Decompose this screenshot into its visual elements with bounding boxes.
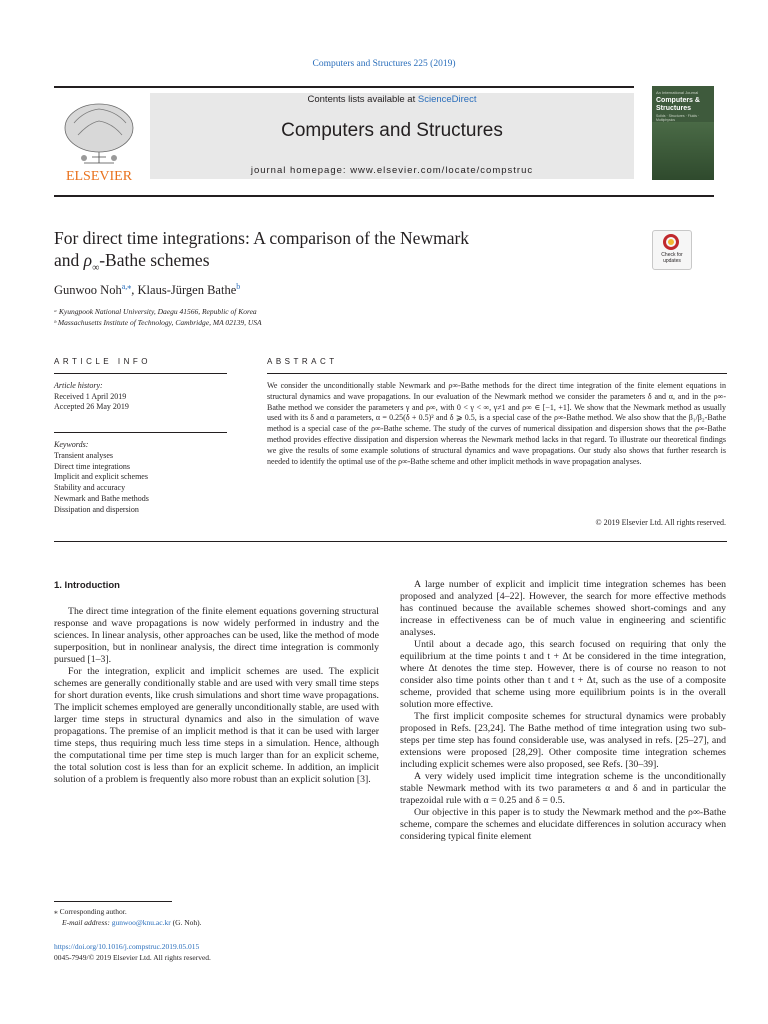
email-suffix: (G. Noh).	[170, 918, 202, 927]
top-rule	[54, 86, 634, 88]
elsevier-logo	[54, 93, 144, 183]
check-for-updates-badge[interactable]	[652, 230, 692, 270]
keyword: Dissipation and dispersion	[54, 504, 139, 514]
cover-image	[652, 122, 714, 180]
body-paragraph: For the integration, explicit and implicit schemes are used. The explicit schemes are generally conditionally stable and are used with very small time steps for short duration events, like crush simulations and short time wave propagations. The implicit schemes employed are generally unconditionally stable, are used with larger time steps in structural dynamics and also in the simulation of wave propagations. The premise of an implicit method is that it can be used with larger time steps, thus requiring much less time steps in a simulation. Hence, although the computational time per time step is much larger than for an explicit scheme, the total solution cost is less than for an explicit scheme. In addition, an implicit solution of a problem is frequently also more robust than an explicit solution [3].	[54, 666, 379, 785]
title-rho: ρ	[83, 250, 93, 270]
abstract-rule	[267, 373, 727, 374]
doi-block	[54, 941, 211, 963]
body-paragraph: A large number of explicit and implicit time integration schemes has been proposed and analyzed [4–22]. However, the search for more effective methods has continued because the available schemes showed short-comings and any increase in effectiveness can be of much value in engineering and scientific analyses.	[400, 579, 726, 638]
affiliation-b: ᵇ Massachusetts Institute of Technology, Cambridge, MA 02139, USA	[54, 318, 262, 327]
email-label: E-mail address:	[62, 918, 112, 927]
abstract-copyright: © 2019 Elsevier Ltd. All rights reserved.	[595, 518, 726, 527]
journal-name: Computers and Structures	[281, 120, 503, 141]
affiliation-a: ᵃ Kyungpook National University, Daegu 41566, Republic of Korea	[54, 307, 257, 316]
abstract-bottom-rule	[54, 541, 727, 542]
email-line	[54, 917, 202, 928]
keyword: Direct time integrations	[54, 461, 130, 471]
body-column-right	[400, 579, 726, 843]
keywords	[54, 440, 149, 516]
author-separator: ,	[131, 283, 138, 298]
cover-title: Computers & Structures	[656, 97, 700, 112]
journal-reference[interactable]: Computers and Structures 225 (2019)	[312, 59, 456, 69]
keyword: Transient analyses	[54, 450, 114, 460]
article-info-heading: ARTICLE INFO	[54, 357, 151, 366]
cover-small-line: An International Journal	[656, 90, 699, 95]
keywords-rule	[54, 432, 227, 433]
footnote-rule	[54, 901, 172, 902]
journal-homepage	[150, 165, 634, 176]
footnote	[54, 906, 202, 928]
received-date: Received 1 April 2019	[54, 391, 127, 401]
title-pre: and	[54, 250, 84, 270]
body-paragraph: Until about a decade ago, this search focused on requiring that only the equilibrium at the time points t and t + Δt be considered in the time integration, where Δt denotes the time step. However, there is of course no reason to not consider also time points other than t and t + Δt, such as the use of a composite scheme, provided that scheme using more equilibrium points is in the overall solution more effective.	[400, 639, 726, 710]
affiliations	[54, 306, 262, 328]
section-heading-introduction: 1. Introduction	[54, 580, 120, 591]
author-list	[54, 282, 240, 298]
keywords-label: Keywords:	[54, 440, 89, 449]
keyword: Implicit and explicit schemes	[54, 472, 148, 482]
header-rule	[54, 195, 714, 197]
body-paragraph: The first implicit composite schemes for structural dynamics were probably proposed in Refs. [23,24]. The Bathe method of time integration using two sub-steps per time step has found considerable use, was analysed in refs. [25–27], and extensions were proposed [28,29]. Other composite time integration schemes including explicit schemes were also proposed, see Refs. [30–39].	[400, 711, 726, 770]
corresponding-author-note: ⁎ Corresponding author.	[54, 907, 127, 916]
journal-cover[interactable]	[652, 86, 714, 180]
keyword: Stability and accuracy	[54, 483, 126, 493]
abstract-text: We consider the unconditionally stable Newmark and ρ∞-Bathe methods for the direct time integration of the finite element equations in structural dynamics and wave propagations. In our evaluation of the Newmark method we consider the parameters δ and α, and in the ρ∞-Bathe method we consider the parameters γ and ρ∞, with 0 < γ < ∞, γ≠1 and ρ∞ ∈ [−1, +1]. We show that the Newmark method as usually used with its δ and α parameters, α = 0.25(δ + 0.5)² and δ ⩾ 0.5, is a special case of the ρ∞-Bathe method. We also show that the β₁/β₂-Bathe method is a special case of the ρ∞-Bathe scheme. The study of the curves of numerical dissipation and dispersion shows that the ρ∞-Bathe method provides effective dissipation and dispersion whereas the Newmark method lacks in that regard. To illustrate our theoretical findings we give the results of some example solutions of structural dynamics and wave propagations. Our study also shows that further research is needed to identify the optimal use of the ρ∞-Bathe scheme and other implicit methods in wave propagation analyses.	[267, 381, 726, 466]
title-line-1: For direct time integrations: A comparison of the Newmark	[54, 228, 470, 248]
article-history	[54, 381, 129, 413]
author-bathe-affil[interactable]: b	[236, 282, 241, 291]
body-paragraph: Our objective in this paper is to study the Newmark method and the ρ∞-Bathe scheme, compare the schemes and elucidate differences in solution accuracy when considering typical finite element	[400, 807, 726, 842]
contents-line	[150, 94, 634, 105]
title-post: -Bathe schemes	[99, 250, 210, 270]
issn-line: 0045-7949/© 2019 Elsevier Ltd. All rights reserved.	[54, 953, 211, 962]
title-line-2	[54, 249, 574, 280]
homepage-url[interactable]: www.elsevier.com/locate/compstruc	[350, 165, 534, 176]
author-noh: Gunwoo Noh	[54, 283, 122, 298]
crossmark-label: Check for updates	[661, 252, 683, 264]
author-noh-affil[interactable]: a,⁎	[121, 282, 132, 291]
elsevier-tree-icon	[54, 93, 144, 183]
cover-subtitle: Solids · Structures · Fluids · Multiphysics	[656, 114, 700, 122]
abstract-heading: ABSTRACT	[267, 357, 338, 366]
keyword: Newmark and Bathe methods	[54, 493, 149, 503]
email-link[interactable]: gunwoo@knu.ac.kr	[111, 918, 171, 927]
body-column-left	[54, 606, 379, 786]
body-paragraph: A very widely used implicit time integration scheme is the unconditionally stable Newmark method with its two parameters α and δ and in particular the trapezoidal rule with α = 0.25 and δ = 0.5.	[400, 771, 726, 806]
author-bathe: Klaus-Jürgen Bathe	[137, 283, 237, 298]
doi-link[interactable]: https://doi.org/10.1016/j.compstruc.2019.05.015	[54, 942, 200, 951]
accepted-date: Accepted 26 May 2019	[54, 402, 129, 411]
crossmark-dot-icon	[668, 239, 674, 245]
sciencedirect-link[interactable]: ScienceDirect	[417, 94, 477, 105]
title-rho-sub: ∞	[92, 262, 100, 274]
contents-prefix: Contents lists available at	[307, 94, 418, 105]
body-paragraph: The direct time integration of the finite element equations governing structural response and wave propagations is now widely performed in industry and the sciences. In linear analysis, other approaches can be used, like the method of mode superposition, but in nonlinear analysis, the direct time integration is commonly pursued [1–3].	[54, 606, 379, 665]
article-info-rule	[54, 373, 227, 374]
history-label: Article history:	[54, 381, 103, 390]
elsevier-wordmark: ELSEVIER	[65, 169, 133, 183]
article-title	[54, 227, 574, 280]
homepage-prefix: journal homepage:	[250, 165, 351, 176]
